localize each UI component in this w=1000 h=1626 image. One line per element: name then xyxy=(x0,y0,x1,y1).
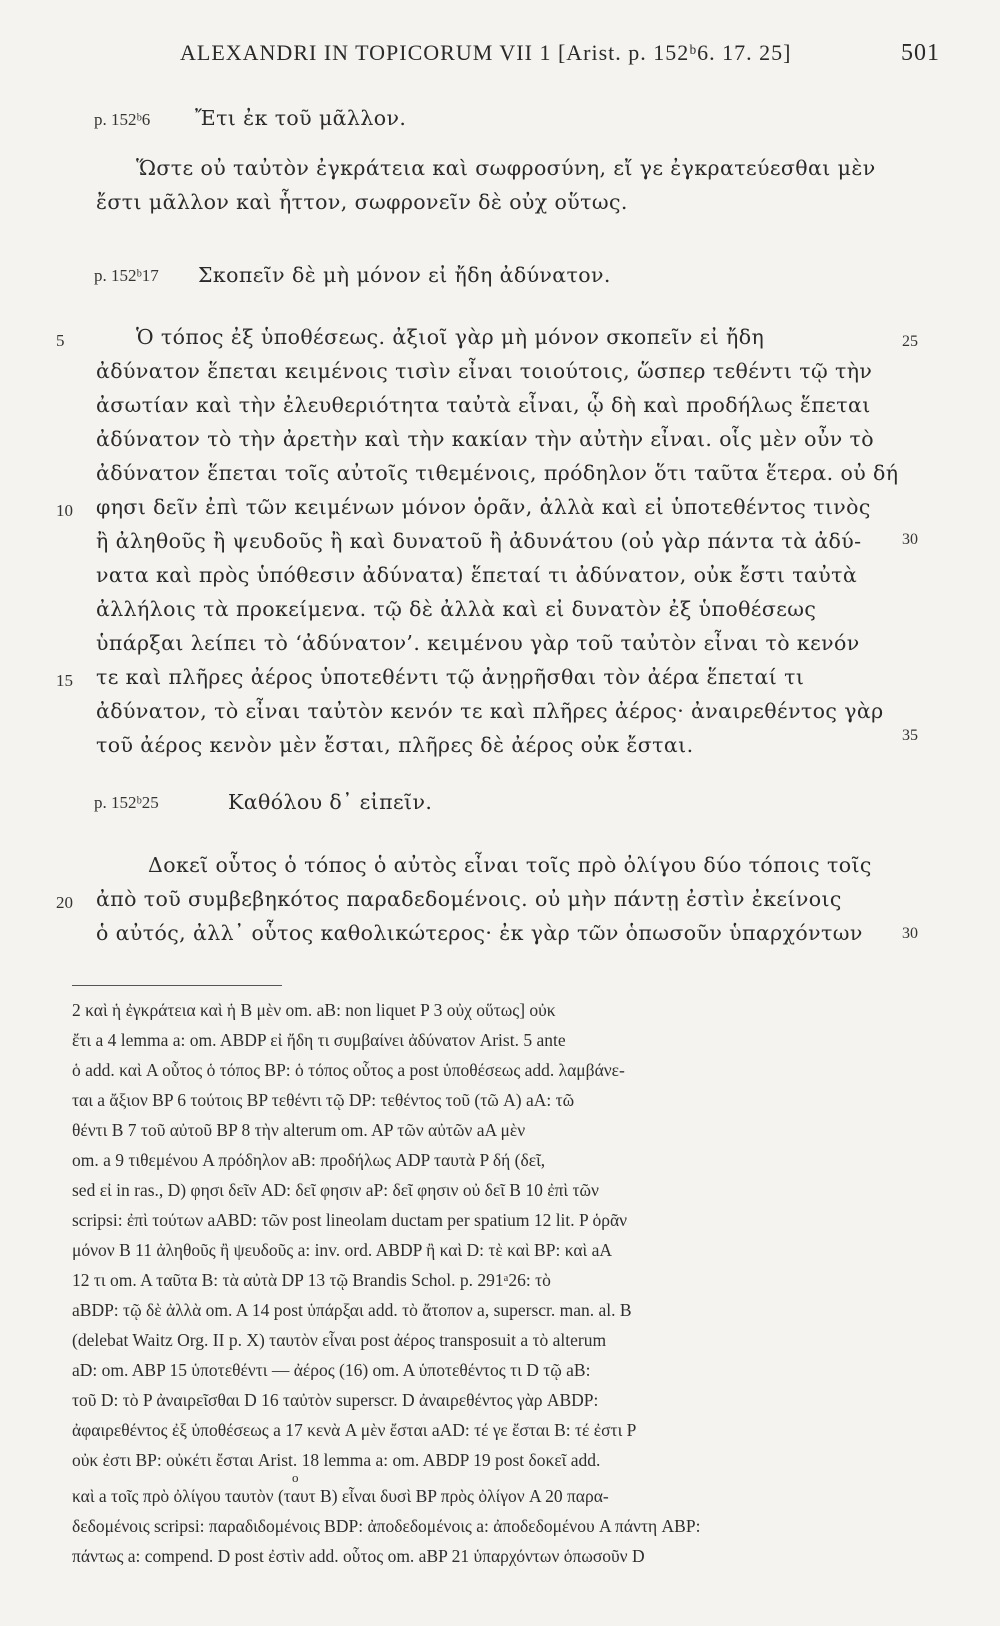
line-number: 5 xyxy=(56,331,65,350)
text-line: ἔστι μᾶλλον καὶ ἧττον, σωφρονεῖν δὲ οὐχ οὕτως. xyxy=(96,190,628,214)
text-line: Δοκεῖ οὗτος ὁ τόπος ὁ αὐτὸς εἶναι τοῖς πρὸ ὀλίγου δύο τόποις τοῖς xyxy=(148,853,872,877)
margin-number: 35 xyxy=(902,727,918,744)
apparatus-line: δεδομένοις scripsi: παραδιδομένοις BDP: ἀποδεδομένοις a: ἀποδεδομένου A πάντη ABP: xyxy=(72,1516,701,1536)
superscript-mark: o xyxy=(292,1470,299,1485)
line-number: 10 xyxy=(56,501,73,520)
text-line: ἀδύνατον ἕπεται τοῖς αὐτοῖς τιθεμένοις, πρόδηλον ὅτι ταῦτα ἕτερα. οὐ δή xyxy=(96,461,899,485)
text-line: ἢ ἀληθοῦς ἢ ψευδοῦς ἢ καὶ δυνατοῦ ἢ ἀδυνάτου (οὐ γὰρ πάντα τὰ ἀδύ- xyxy=(96,529,862,553)
text-line: Ὥστε οὐ ταὐτὸν ἐγκράτεια καὶ σωφροσύνη, εἴ γε ἐγκρατεύεσθαι μὲν xyxy=(136,156,876,180)
apparatus-line: οὐκ ἐστι BP: οὐκέτι ἔσται Arist. 18 lemma a: om. ABDP 19 post δοκεῖ add. xyxy=(72,1450,601,1470)
apparatus-line: om. a 9 τιθεμένου A πρόδηλον aB: προδήλως ADP ταυτὰ P δή (δεῖ, xyxy=(72,1150,546,1170)
text-line: τοῦ ἀέρος κενὸν μὲν ἔσται, πλῆρες δὲ ἀέρος οὐκ ἔσται. xyxy=(96,733,694,757)
text-line: ἀδύνατον τὸ τὴν ἀρετὴν καὶ τὴν κακίαν τὴν αὐτὴν εἶναι. οἷς μὲν οὖν τὸ xyxy=(96,427,874,451)
running-title: ALEXANDRI IN TOPICORUM VII 1 [Arist. p. 152ᵇ6. 17. 25] xyxy=(180,40,792,65)
apparatus-line: 12 τι om. A ταῦτα B: τὰ αὐτὰ DP 13 τῷ Brandis Schol. p. 291ᵃ26: τὸ xyxy=(72,1270,551,1290)
apparatus-line: scripsi: ἐπὶ τούτων aABD: τῶν post lineolam ductam per spatium 12 lit. P ὁρᾶν xyxy=(72,1210,628,1230)
apparatus-line: θέντι B 7 τοῦ αὐτοῦ BP 8 τὴν alterum om. AP τῶν αὐτῶν aA μὲν xyxy=(72,1120,526,1140)
page-number: 501 xyxy=(901,40,940,66)
running-head xyxy=(180,40,940,67)
text-line: ὑπάρξαι λείπει τὸ ‘ἀδύνατον’. κειμένου γὰρ τοῦ ταὐτὸν εἶναι τὸ κενόν xyxy=(96,631,860,655)
text-line: ἀσωτίαν καὶ τὴν ἐλευθεριότητα ταὐτὰ εἶναι, ᾧ δὴ καὶ προδήλως ἕπεται xyxy=(96,393,871,417)
apparatus-line: (delebat Waitz Org. II p. X) ταυτὸν εἶναι post ἀέρος transposuit a τὸ alterum xyxy=(72,1330,607,1350)
text-line: ἀδύνατον ἕπεται κειμένοις τισὶν εἶναι τοιούτοις, ὥσπερ τεθέντι τῷ τὴν xyxy=(96,359,873,383)
margin-number: 30 xyxy=(902,531,918,548)
apparatus-line: ται a ἄξιον BP 6 τούτοις BP τεθέντι τῷ DP: τεθέντος τοῦ (τῶ A) aA: τῶ xyxy=(72,1090,575,1110)
apparatus-line: ὁ add. καὶ A οὗτος ὁ τόπος BP: ὁ τόπος οὗτος a post ὑποθέσεως add. λαμβάνε- xyxy=(72,1060,625,1080)
lemma-ref: p. 152ᵇ17 xyxy=(94,266,159,285)
text-line: Ἔτι ἐκ τοῦ μᾶλλον. xyxy=(195,106,407,130)
apparatus-line: καὶ a τοῖς πρὸ ὀλίγου ταυτὸν (ταυτ B) εἶναι δυσὶ BP πρὸς ὀλίγον A 20 παρα- xyxy=(72,1486,609,1506)
apparatus-line: aBDP: τῷ δὲ ἀλλὰ om. A 14 post ὑπάρξαι add. τὸ ἄτοπον a, superscr. man. al. B xyxy=(72,1300,632,1320)
lemma-ref: p. 152ᵇ25 xyxy=(94,793,159,812)
apparatus-line: πάντως a: compend. D post ἐστὶν add. οὗτος om. aBP 21 ὑπαρχόντων ὁπωσοῦν D xyxy=(72,1546,645,1566)
apparatus-line: 2 καὶ ἡ ἐγκράτεια καὶ ἡ B μὲν om. aB: non liquet P 3 οὐχ οὕτως] οὐκ xyxy=(72,1000,556,1020)
text-line: Καθόλου δ᾽ εἰπεῖν. xyxy=(228,790,433,814)
apparatus-line: τοῦ D: τὸ P ἀναιρεῖσθαι D 16 ταὐτὸν superscr. D ἀναιρεθέντος γὰρ ABDP: xyxy=(72,1390,599,1410)
line-number: 15 xyxy=(56,671,73,690)
text-line: ὁ αὐτός, ἀλλ᾽ οὗτος καθολικώτερος· ἐκ γὰρ τῶν ὁπωσοῦν ὑπαρχόντων xyxy=(96,921,863,945)
margin-number: 30 xyxy=(902,925,918,942)
text-line: φησι δεῖν ἐπὶ τῶν κειμένων μόνον ὁρᾶν, ἀλλὰ καὶ εἰ ὑποτεθέντος τινὸς xyxy=(96,495,871,519)
line-number: 20 xyxy=(56,893,73,912)
text-line: ἀλλήλοις τὰ προκείμενα. τῷ δὲ ἀλλὰ καὶ εἰ δυνατὸν ἐξ ὑποθέσεως xyxy=(96,597,817,621)
text-line: ἀπὸ τοῦ συμβεβηκότος παραδεδομένοις. οὐ μὴν πάντῃ ἐστὶν ἐκείνοις xyxy=(96,887,842,911)
lemma-ref: p. 152ᵇ6 xyxy=(94,110,151,129)
text-line: Ὁ τόπος ἐξ ὑποθέσεως. ἀξιοῖ γὰρ μὴ μόνον σκοπεῖν εἰ ἤδη xyxy=(136,325,765,349)
apparatus-line: aD: om. ABP 15 ὑποτεθέντι — ἀέρος (16) om. A ὑποτεθέντος τι D τῷ aB: xyxy=(72,1360,591,1380)
text-line: Σκοπεῖν δὲ μὴ μόνον εἰ ἤδη ἀδύνατον. xyxy=(198,263,611,287)
text-line: νατα καὶ πρὸς ὑπόθεσιν ἀδύνατα) ἕπεταί τι ἀδύνατον, οὐκ ἔστι ταὐτὰ xyxy=(96,563,858,587)
footnote-rule xyxy=(72,985,282,986)
apparatus-line: ἀφαιρεθέντος ἐξ ὑποθέσεως a 17 κενὰ A μὲν ἔσται aAD: τέ γε ἔσται B: τέ ἐστι P xyxy=(72,1420,637,1440)
text-line: τε καὶ πλῆρες ἀέρος ὑποτεθέντι τῷ ἀνῃρῆσθαι τὸν ἀέρα ἕπεταί τι xyxy=(96,665,805,689)
margin-number: 25 xyxy=(902,333,918,350)
apparatus-line: sed εἰ in ras., D) φησι δεῖν AD: δεῖ φησιν aP: δεῖ φησιν οὐ δεῖ B 10 ἐπὶ τῶν xyxy=(72,1180,599,1200)
apparatus-line: ἔτι a 4 lemma a: om. ABDP εἰ ἤδη τι συμβαίνει ἀδύνατον Arist. 5 ante xyxy=(72,1030,566,1050)
text-line: ἀδύνατον, τὸ εἶναι ταὐτὸν κενόν τε καὶ πλῆρες ἀέρος· ἀναιρεθέντος γὰρ xyxy=(96,699,884,723)
apparatus-line: μόνον B 11 ἀληθοῦς ἢ ψευδοῦς a: inv. ord. ABDP ἢ καὶ D: τὲ καὶ BP: καὶ aA xyxy=(72,1240,613,1260)
